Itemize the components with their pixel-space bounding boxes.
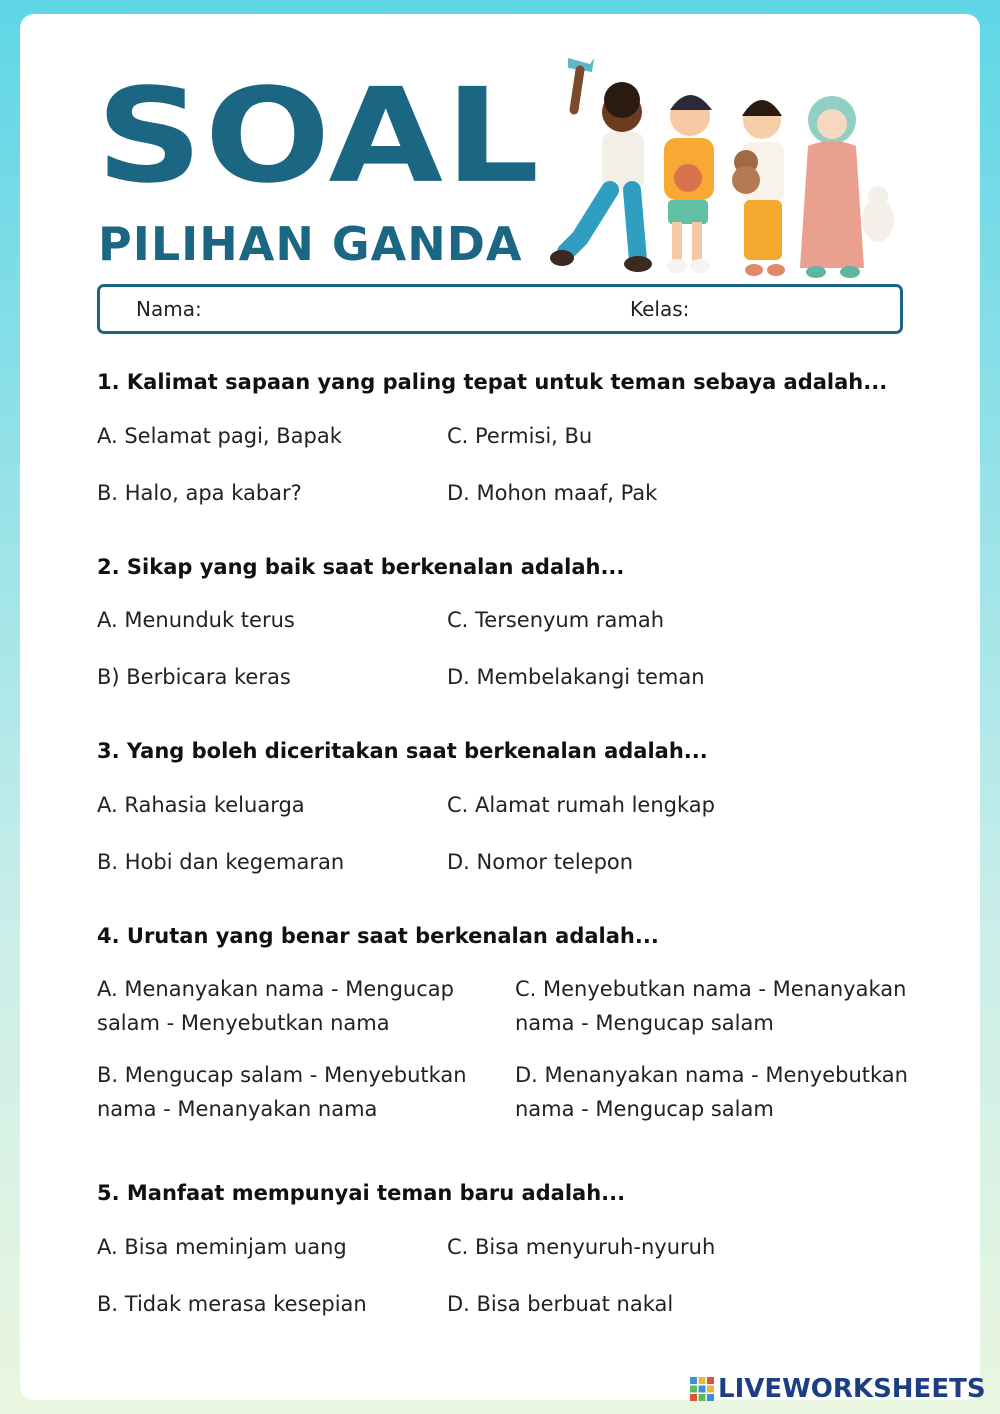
- children-illustration: [540, 50, 910, 285]
- question-4-option-b[interactable]: B. Mengucap salam - Menyebutkan nama - Menanyakan nama: [97, 1063, 467, 1121]
- question-5-option-a[interactable]: A. Bisa meminjam uang: [97, 1235, 347, 1259]
- class-field-label: Kelas:: [630, 297, 690, 321]
- worksheet-subtitle: PILIHAN GANDA: [98, 217, 523, 271]
- question-5-option-b[interactable]: B. Tidak merasa kesepian: [97, 1292, 367, 1316]
- student-info-box: [97, 284, 903, 334]
- question-1-option-c[interactable]: C. Permisi, Bu: [447, 424, 593, 448]
- question-1-option-a[interactable]: A. Selamat pagi, Bapak: [97, 424, 342, 448]
- liveworksheets-logo[interactable]: [690, 1372, 986, 1406]
- question-2-text: 2. Sikap yang baik saat berkenalan adalah...: [97, 555, 625, 579]
- liveworksheets-logo-text: LIVEWORKSHEETS: [718, 1374, 986, 1404]
- girl-with-hijab-figure: [800, 96, 894, 278]
- question-5-option-d[interactable]: D. Bisa berbuat nakal: [447, 1292, 674, 1316]
- question-3-option-b[interactable]: B. Hobi dan kegemaran: [97, 850, 345, 874]
- question-4-option-c[interactable]: C. Menyebutkan nama - Menanyakan nama - Mengucap salam: [515, 977, 907, 1035]
- question-2-option-d[interactable]: D. Membelakangi teman: [447, 665, 705, 689]
- question-2-option-b[interactable]: B) Berbicara keras: [97, 665, 291, 689]
- question-2-option-a[interactable]: A. Menunduk terus: [97, 608, 295, 632]
- name-field-label: Nama:: [136, 297, 202, 321]
- question-2-option-c[interactable]: C. Tersenyum ramah: [447, 608, 665, 632]
- question-5-text: 5. Manfaat mempunyai teman baru adalah...: [97, 1181, 626, 1205]
- question-3-option-a[interactable]: A. Rahasia keluarga: [97, 793, 305, 817]
- boy-with-plane-figure: [550, 58, 652, 272]
- boy-orange-shirt-figure: [664, 95, 714, 273]
- question-1-option-d[interactable]: D. Mohon maaf, Pak: [447, 481, 658, 505]
- question-1-option-b[interactable]: B. Halo, apa kabar?: [97, 481, 302, 505]
- liveworksheets-logo-icon: [690, 1377, 714, 1401]
- question-4-option-d[interactable]: D. Menanyakan nama - Menyebutkan nama - Mengucap salam: [515, 1063, 908, 1121]
- worksheet-title: SOAL: [96, 60, 542, 212]
- question-3-option-c[interactable]: C. Alamat rumah lengkap: [447, 793, 715, 817]
- question-4-option-a[interactable]: A. Menanyakan nama - Mengucap salam - Menyebutkan nama: [97, 977, 454, 1035]
- question-3-text: 3. Yang boleh diceritakan saat berkenalan adalah...: [97, 739, 708, 763]
- question-3-option-d[interactable]: D. Nomor telepon: [447, 850, 634, 874]
- question-1-text: 1. Kalimat sapaan yang paling tepat untuk teman sebaya adalah...: [97, 370, 888, 394]
- question-4-text: 4. Urutan yang benar saat berkenalan adalah...: [97, 924, 659, 948]
- girl-with-teddy-figure: [732, 100, 785, 276]
- question-5-option-c[interactable]: C. Bisa menyuruh-nyuruh: [447, 1235, 716, 1259]
